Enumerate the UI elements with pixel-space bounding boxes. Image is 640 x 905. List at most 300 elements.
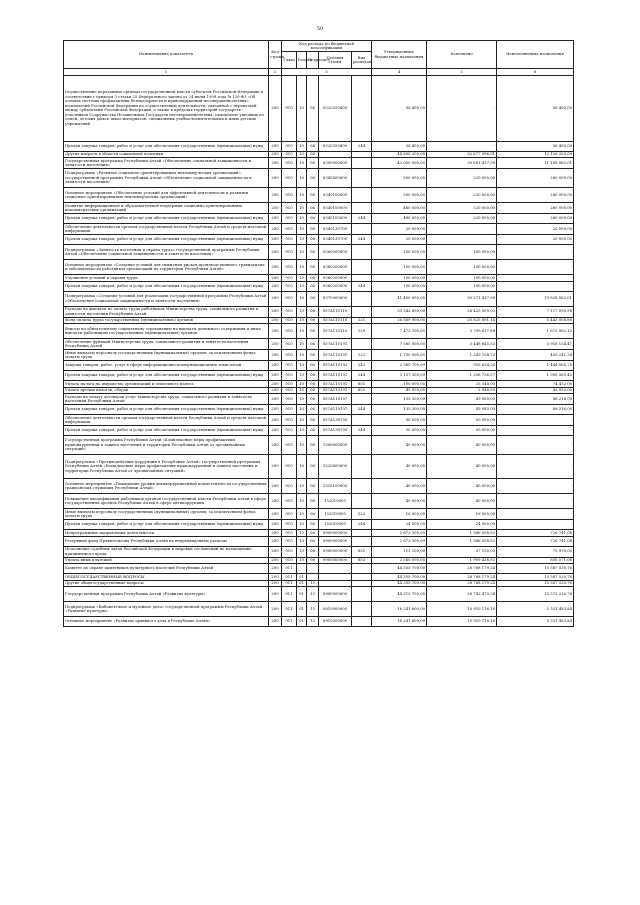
- row-glava: 911: [282, 564, 297, 574]
- row-podrazdel: 06: [307, 245, 319, 260]
- col-unexecuted-header: Неисполненные назначения: [497, 41, 574, 69]
- row-podrazdel: 06: [307, 405, 319, 415]
- row-glava: 910: [282, 415, 297, 426]
- row-target: 9900000000: [319, 530, 352, 537]
- row-target: 1520100000: [319, 479, 352, 494]
- row-name: Подпрограмма «Противодействие коррупции в Республике Алтай» государственной программы Республики Алтай «Комплексные меры профилактики правонарушений и защита населения и территории Республики Алтай от чрезвычайных ситуаций»: [64, 455, 269, 479]
- row-unexecuted: 20 000,00: [497, 235, 574, 245]
- column-number: 1: [64, 69, 269, 76]
- row-podrazdel: 13: [307, 587, 319, 602]
- row-vid: [352, 260, 372, 275]
- row-name: Прочая закупка товаров, работ и услуг для обеспечения государственных (муниципальных) нужд: [64, 426, 269, 436]
- row-glava: 910: [282, 214, 297, 224]
- row-vid: 122: [352, 509, 372, 520]
- row-podrazdel: 06: [307, 557, 319, 564]
- row-target: 9900000000: [319, 557, 352, 564]
- row-target: 0540100000: [319, 188, 352, 203]
- row-approved: 26 069 900,00: [372, 317, 427, 324]
- row-podrazdel: 06: [307, 151, 319, 158]
- row-executed: 30 571 437,99: [427, 291, 497, 306]
- row-executed: 100 000,00: [427, 245, 497, 260]
- row-approved: 2 560 000,00: [372, 557, 427, 564]
- row-unexecuted: 5 331 483,84: [497, 617, 574, 627]
- table-row: [64, 371, 574, 381]
- row-glava: 910: [282, 405, 297, 415]
- table-row: [64, 436, 574, 455]
- row-glava: 910: [282, 520, 297, 530]
- row-glava: 910: [282, 381, 297, 388]
- row-approved: 135 300,00: [372, 394, 427, 405]
- row-approved: 20 000,00: [372, 235, 427, 245]
- row-name: Прочая закупка товаров, работ и услуг для обеспечения государственных (муниципальных) нужд: [64, 141, 269, 151]
- row-razdel: 10: [297, 235, 307, 245]
- row-executed: 220 000,00: [427, 169, 497, 188]
- row-name: Прочая закупка товаров, работ и услуг для обеспечения государственных (муниципальных) нужд: [64, 281, 269, 291]
- row-podrazdel: 06: [307, 361, 319, 371]
- row-razdel: 10: [297, 151, 307, 158]
- row-approved: 100 000,00: [372, 281, 427, 291]
- row-razdel: 10: [297, 387, 307, 394]
- row-vid: 244: [352, 235, 372, 245]
- row-razdel: 10: [297, 317, 307, 324]
- row-razdel: 10: [297, 405, 307, 415]
- row-executed: 49 083,00: [427, 394, 497, 405]
- row-approved: 56 400,00: [372, 75, 427, 141]
- row-razdel: 01: [297, 587, 307, 602]
- row-glava: 910: [282, 436, 297, 455]
- row-glava: 910: [282, 188, 297, 203]
- table-row: [64, 405, 574, 415]
- row-unexecuted: 42 052,00: [497, 387, 574, 394]
- row-code: 200: [269, 574, 282, 581]
- row-unexecuted: 20 000,00: [497, 224, 574, 235]
- row-code: 200: [269, 151, 282, 158]
- row-executed: 49 083,00: [427, 405, 497, 415]
- row-unexecuted: 260 000,00: [497, 203, 574, 214]
- row-executed: 10 910 116,16: [427, 617, 497, 627]
- row-name: Повышение квалификации работников органов государственной власти Республики Алтай в сфере государственных органов Республики Алтай в сфере антикоррупции: [64, 494, 269, 509]
- row-razdel: 10: [297, 245, 307, 260]
- row-name: Основное мероприятие «Создание условий для снижения рисков производственного травматизма и заболеваемости работников организаций на территории Республики Алтай»: [64, 260, 269, 275]
- row-code: 200: [269, 530, 282, 537]
- row-executed: 1 256 736,57: [427, 371, 497, 381]
- row-executed: -: [427, 141, 497, 151]
- table-row: [64, 494, 574, 509]
- row-vid: 831: [352, 546, 372, 557]
- row-podrazdel: 06: [307, 317, 319, 324]
- table-row: [64, 214, 574, 224]
- row-executed: 28 768 179,24: [427, 574, 497, 581]
- row-podrazdel: 13: [307, 617, 319, 627]
- row-vid: 852: [352, 387, 372, 394]
- table-row: [64, 520, 574, 530]
- row-vid: [352, 169, 372, 188]
- col-executed-header: Исполнено: [427, 41, 497, 69]
- row-target: 0500000000: [319, 158, 352, 169]
- row-code: 200: [269, 306, 282, 317]
- row-target: 057А139700: [319, 415, 352, 426]
- row-approved: 7 472 700,00: [372, 324, 427, 339]
- row-name: Подпрограмма «Библиотечное и музейное дело» государственной программы Республики Алтай «Развитие культуры»: [64, 602, 269, 617]
- row-target: 057А110191: [319, 350, 352, 361]
- row-vid: [352, 394, 372, 405]
- table-row: [64, 169, 574, 188]
- row-target: 9900000000: [319, 546, 352, 557]
- row-name: Прочая закупка товаров, работ и услуг для обеспечения государственных (муниципальных) нужд: [64, 520, 269, 530]
- row-code: 200: [269, 494, 282, 509]
- row-name: Иные выплаты персоналу государственных (муниципальных) органов, за исключением фонда оплаты труда: [64, 509, 269, 520]
- row-name: Государственная программа Республики Алтай «Комплексные меры профилактики правонарушений и защита населения и территории Республики Алтай от чрезвычайных ситуаций»: [64, 436, 269, 455]
- row-podrazdel: 06: [307, 203, 319, 214]
- row-approved: 7 365 000,00: [372, 339, 427, 350]
- row-executed: 2 948,00: [427, 387, 497, 394]
- row-target: 0540000000: [319, 169, 352, 188]
- row-vid: [352, 436, 372, 455]
- col-target-header: Целевая статья: [319, 52, 352, 69]
- row-target: 0560200000: [319, 281, 352, 291]
- row-name: Улучшение условий и охраны труда: [64, 275, 269, 282]
- row-code: 200: [269, 455, 282, 479]
- row-podrazdel: [307, 564, 319, 574]
- row-razdel: 10: [297, 530, 307, 537]
- row-glava: 910: [282, 306, 297, 317]
- table-row: [64, 509, 574, 520]
- row-code: 200: [269, 158, 282, 169]
- row-name: Подпрограмма «Занятость населения и охрана труда» государственной программы Республики Алтай «Обеспечение социальной защищенности и занятости населения»: [64, 245, 269, 260]
- row-target: 0520359400: [319, 75, 352, 141]
- row-razdel: 10: [297, 394, 307, 405]
- row-unexecuted: 7 117 090,98: [497, 306, 574, 317]
- row-unexecuted: 5 331 483,84: [497, 602, 574, 617]
- row-name: Уплата налога на имущество организаций и земельного налога: [64, 381, 269, 388]
- row-target: 0810200000: [319, 617, 352, 627]
- row-name: Государственная программа Республики Алтай «Обеспечение социальной защищенности и занятости населения»: [64, 158, 269, 169]
- row-glava: 910: [282, 546, 297, 557]
- table-row: [64, 426, 574, 436]
- row-target: 057А110110: [319, 324, 352, 339]
- row-glava: 910: [282, 394, 297, 405]
- row-glava: 911: [282, 580, 297, 587]
- row-vid: 122: [352, 350, 372, 361]
- row-approved: 20 000,00: [372, 224, 427, 235]
- row-name: Закупка товаров, работ, услуг в сфере информационно-коммуникационных технологий: [64, 361, 269, 371]
- row-podrazdel: 06: [307, 546, 319, 557]
- row-glava: 910: [282, 536, 297, 546]
- row-podrazdel: 06: [307, 381, 319, 388]
- row-podrazdel: 06: [307, 224, 319, 235]
- row-vid: 244: [352, 141, 372, 151]
- row-unexecuted: -: [497, 509, 574, 520]
- row-glava: 911: [282, 602, 297, 617]
- row-razdel: 10: [297, 361, 307, 371]
- row-vid: 129: [352, 324, 372, 339]
- row-unexecuted: 10 828 562,01: [497, 291, 574, 306]
- row-name: Прочая закупка товаров, работ и услуг для обеспечения государственных (муниципальных) нужд: [64, 235, 269, 245]
- row-glava: 910: [282, 203, 297, 214]
- row-unexecuted: -: [497, 245, 574, 260]
- row-podrazdel: 06: [307, 291, 319, 306]
- row-glava: 910: [282, 291, 297, 306]
- row-unexecuted: -: [497, 436, 574, 455]
- row-vid: [352, 536, 372, 546]
- row-target: 057А110191: [319, 339, 352, 350]
- row-approved: 480 000,00: [372, 214, 427, 224]
- table-row: [64, 188, 574, 203]
- row-code: 200: [269, 479, 282, 494]
- row-approved: 40 000,00: [372, 455, 427, 479]
- row-glava: 910: [282, 158, 297, 169]
- table-row: [64, 587, 574, 602]
- row-glava: 910: [282, 455, 297, 479]
- row-glava: 910: [282, 361, 297, 371]
- row-approved: 2 673 300,00: [372, 530, 427, 537]
- row-unexecuted: 726 741,08: [497, 530, 574, 537]
- table-row: [64, 324, 574, 339]
- row-approved: 33 542 600,00: [372, 306, 427, 317]
- table-row: [64, 260, 574, 275]
- row-podrazdel: 06: [307, 436, 319, 455]
- row-code: 200: [269, 281, 282, 291]
- row-executed: 40 000,00: [427, 494, 497, 509]
- row-executed: 1 946 558,92: [427, 536, 497, 546]
- row-unexecuted: -: [497, 455, 574, 479]
- column-number: 4: [372, 69, 427, 76]
- row-razdel: 10: [297, 291, 307, 306]
- row-code: 200: [269, 214, 282, 224]
- row-code: 200: [269, 235, 282, 245]
- row-razdel: 10: [297, 546, 307, 557]
- row-glava: 910: [282, 350, 297, 361]
- row-approved: 42 000 000,00: [372, 158, 427, 169]
- row-executed: 1 909 428,92: [427, 557, 497, 564]
- table-row: [64, 602, 574, 617]
- row-name: Основное мероприятие «Развитие архивного дела в Республике Алтай»: [64, 617, 269, 627]
- row-razdel: 10: [297, 455, 307, 479]
- row-unexecuted: 450 241,28: [497, 350, 574, 361]
- row-approved: 40 000,00: [372, 494, 427, 509]
- row-target: 057А139700: [319, 426, 352, 436]
- row-target: 0520359400: [319, 141, 352, 151]
- row-unexecuted: 650 571,08: [497, 557, 574, 564]
- row-approved: 16 241 600,00: [372, 602, 427, 617]
- row-razdel: 10: [297, 494, 307, 509]
- row-vid: 242: [352, 361, 372, 371]
- row-razdel: 10: [297, 509, 307, 520]
- row-name: Непрограммные направления деятельности: [64, 530, 269, 537]
- row-unexecuted: 280 000,00: [497, 169, 574, 188]
- row-executed: 40 000,00: [427, 479, 497, 494]
- table-row: [64, 394, 574, 405]
- table-row: [64, 141, 574, 151]
- row-unexecuted: -: [497, 426, 574, 436]
- row-code: 200: [269, 141, 282, 151]
- row-approved: 135 300,00: [372, 405, 427, 415]
- row-glava: 910: [282, 509, 297, 520]
- row-name: Уплата иных платежей: [64, 557, 269, 564]
- row-glava: 910: [282, 260, 297, 275]
- row-approved: 44 355 700,00: [372, 564, 427, 574]
- row-vid: 121: [352, 317, 372, 324]
- table-row: [64, 546, 574, 557]
- row-vid: [352, 158, 372, 169]
- row-podrazdel: 06: [307, 169, 319, 188]
- row-approved: 56 400,00: [372, 141, 427, 151]
- row-approved: 44 355 700,00: [372, 580, 427, 587]
- row-executed: 20 625 891,14: [427, 317, 497, 324]
- row-unexecuted: 15 573 220,76: [497, 587, 574, 602]
- row-approved: 100 000,00: [372, 245, 427, 260]
- row-name: Расходы на оплату договоров услуг Министерства труда, социального развития и занятости населения Республики Алтай: [64, 394, 269, 405]
- row-glava: 910: [282, 387, 297, 394]
- row-razdel: 10: [297, 260, 307, 275]
- row-unexecuted: 260 000,00: [497, 214, 574, 224]
- row-podrazdel: 06: [307, 339, 319, 350]
- row-unexecuted: -: [497, 415, 574, 426]
- row-target: 057А110191: [319, 361, 352, 371]
- row-podrazdel: 06: [307, 281, 319, 291]
- row-name: Осуществление переданных органам государственной власти субъектов Российской Федерации в соответствии с пунктом 3 статьи 25 Федерального закона от 24 июня 1999 года № 120-ФЗ «Об основах системы профилактики безнадзорности и правонарушений несовершеннолетних» полномочий Российской Федерации по осуществлению деятельности, связанной с перевозкой между субъектами Российской Федерации, а также в пределах территорий государств - участников Содружества Независимых Государств несовершеннолетних, самовольно ушедших из семей, детских домов, школ-интернатов, специальных учебно-воспитательных и иных детских учреждений: [64, 75, 269, 141]
- row-vid: 851: [352, 381, 372, 388]
- row-podrazdel: 13: [307, 602, 319, 617]
- row-razdel: 10: [297, 75, 307, 141]
- row-target: 152010000: [319, 509, 352, 520]
- row-podrazdel: 06: [307, 306, 319, 317]
- row-code: 200: [269, 245, 282, 260]
- row-target: 152010000: [319, 494, 352, 509]
- row-glava: 910: [282, 275, 297, 282]
- row-executed: 1 249 758,72: [427, 350, 497, 361]
- row-vid: [352, 203, 372, 214]
- row-podrazdel: 06: [307, 394, 319, 405]
- row-razdel: 10: [297, 158, 307, 169]
- row-executed: 100 000,00: [427, 281, 497, 291]
- table-row: [64, 415, 574, 426]
- row-podrazdel: 06: [307, 260, 319, 275]
- row-vid: [352, 291, 372, 306]
- row-name: Основное мероприятие «Обеспечение условий для эффективной деятельности и развития социально ориентированных некоммерческих организаций»: [64, 188, 269, 203]
- row-executed: 220 000,00: [427, 214, 497, 224]
- row-name: Комитет по охране памятников культурного наследия Республики Алтай: [64, 564, 269, 574]
- row-unexecuted: -: [497, 520, 574, 530]
- row-code: 200: [269, 324, 282, 339]
- row-executed: 32 677 996,91: [427, 151, 497, 158]
- row-code: 200: [269, 520, 282, 530]
- row-unexecuted: 726 741,08: [497, 536, 574, 546]
- row-name: Прочая закупка товаров, работ и услуг для обеспечения государственных (муниципальных) нужд: [64, 371, 269, 381]
- row-podrazdel: 06: [307, 371, 319, 381]
- row-glava: 910: [282, 530, 297, 537]
- row-name: Уплата прочих налогов, сборов: [64, 387, 269, 394]
- row-executed: 10 910 116,16: [427, 602, 497, 617]
- row-executed: -: [427, 75, 497, 141]
- table-row: [64, 564, 574, 574]
- row-executed: 30 891 437,99: [427, 158, 497, 169]
- row-glava: 910: [282, 557, 297, 564]
- row-podrazdel: 06: [307, 479, 319, 494]
- row-name: Развитие информационной и образовательной поддержки социально ориентированных некоммерческих организаций: [64, 203, 269, 214]
- table-row: [64, 224, 574, 235]
- row-unexecuted: 280 000,00: [497, 188, 574, 203]
- row-approved: 50 000,00: [372, 426, 427, 436]
- row-code: 200: [269, 564, 282, 574]
- row-name: Иные выплаты персоналу государственных (муниципальных) органов, за исключением фонда оплаты труда: [64, 350, 269, 361]
- row-razdel: 10: [297, 415, 307, 426]
- row-glava: 910: [282, 245, 297, 260]
- row-executed: 100 000,00: [427, 260, 497, 275]
- row-target: 057А110191: [319, 371, 352, 381]
- col-budget-group-header: Код расхода по бюджетной классификации: [282, 41, 372, 52]
- table-row: [64, 361, 574, 371]
- row-target: 057А110110: [319, 317, 352, 324]
- row-code: 200: [269, 405, 282, 415]
- row-code: 200: [269, 75, 282, 141]
- row-unexecuted: -: [497, 494, 574, 509]
- row-unexecuted: -: [497, 260, 574, 275]
- column-number: 5: [427, 69, 497, 76]
- row-code: 200: [269, 387, 282, 394]
- row-glava: 910: [282, 479, 297, 494]
- row-executed: 220 000,00: [427, 203, 497, 214]
- row-razdel: 10: [297, 169, 307, 188]
- row-podrazdel: 06: [307, 324, 319, 339]
- row-target: 0540100000: [319, 214, 352, 224]
- row-unexecuted: 56 400,00: [497, 141, 574, 151]
- row-code: 200: [269, 317, 282, 324]
- row-approved: 2 360 700,00: [372, 361, 427, 371]
- table-row: [64, 203, 574, 214]
- row-approved: 100 000,00: [372, 260, 427, 275]
- table-row: [64, 350, 574, 361]
- row-name: Обеспечение деятельности органов государственной власти Республики Алтай и средств массовой информации: [64, 415, 269, 426]
- row-vid: 853: [352, 557, 372, 564]
- row-approved: 16 000,00: [372, 509, 427, 520]
- row-code: 200: [269, 536, 282, 546]
- row-vid: 244: [352, 281, 372, 291]
- row-target: 1520000000: [319, 455, 352, 479]
- row-glava: 911: [282, 587, 297, 602]
- row-code: 200: [269, 203, 282, 214]
- row-glava: 910: [282, 141, 297, 151]
- row-podrazdel: 06: [307, 520, 319, 530]
- row-glava: 910: [282, 224, 297, 235]
- row-code: 200: [269, 546, 282, 557]
- row-executed: 25 548,00: [427, 381, 497, 388]
- row-razdel: 10: [297, 536, 307, 546]
- row-unexecuted: 12 126 203,09: [497, 151, 574, 158]
- row-approved: 480 000,00: [372, 203, 427, 214]
- row-unexecuted: 86 216,00: [497, 394, 574, 405]
- table-row: [64, 306, 574, 317]
- row-vid: 244: [352, 405, 372, 415]
- row-approved: 45 000,00: [372, 387, 427, 394]
- row-vid: [352, 245, 372, 260]
- row-name: Подпрограмма «Развитие социально ориентированных некоммерческих организаций» государственной программы Республики Алтай «Обеспечение социальной защищенности и занятости населения»: [64, 169, 269, 188]
- row-code: 200: [269, 339, 282, 350]
- row-executed: -: [427, 224, 497, 235]
- row-approved: 40 000,00: [372, 479, 427, 494]
- row-executed: 1 946 558,92: [427, 530, 497, 537]
- row-podrazdel: 06: [307, 387, 319, 394]
- col-approved-header: Утвержденные бюджетные назначения: [372, 41, 427, 69]
- row-razdel: 10: [297, 214, 307, 224]
- row-vid: [352, 224, 372, 235]
- row-target: 0540139700: [319, 235, 352, 245]
- row-executed: 16 000,00: [427, 509, 497, 520]
- row-executed: 40 000,00: [427, 455, 497, 479]
- row-code: 200: [269, 557, 282, 564]
- row-name: ОБЩЕГОСУДАРСТВЕННЫЕ ВОПРОСЫ: [64, 574, 269, 581]
- row-name: Расходы на выплаты по оплате труда работников Министерства труда, социального развития и занятости населения Республики Алтай: [64, 306, 269, 317]
